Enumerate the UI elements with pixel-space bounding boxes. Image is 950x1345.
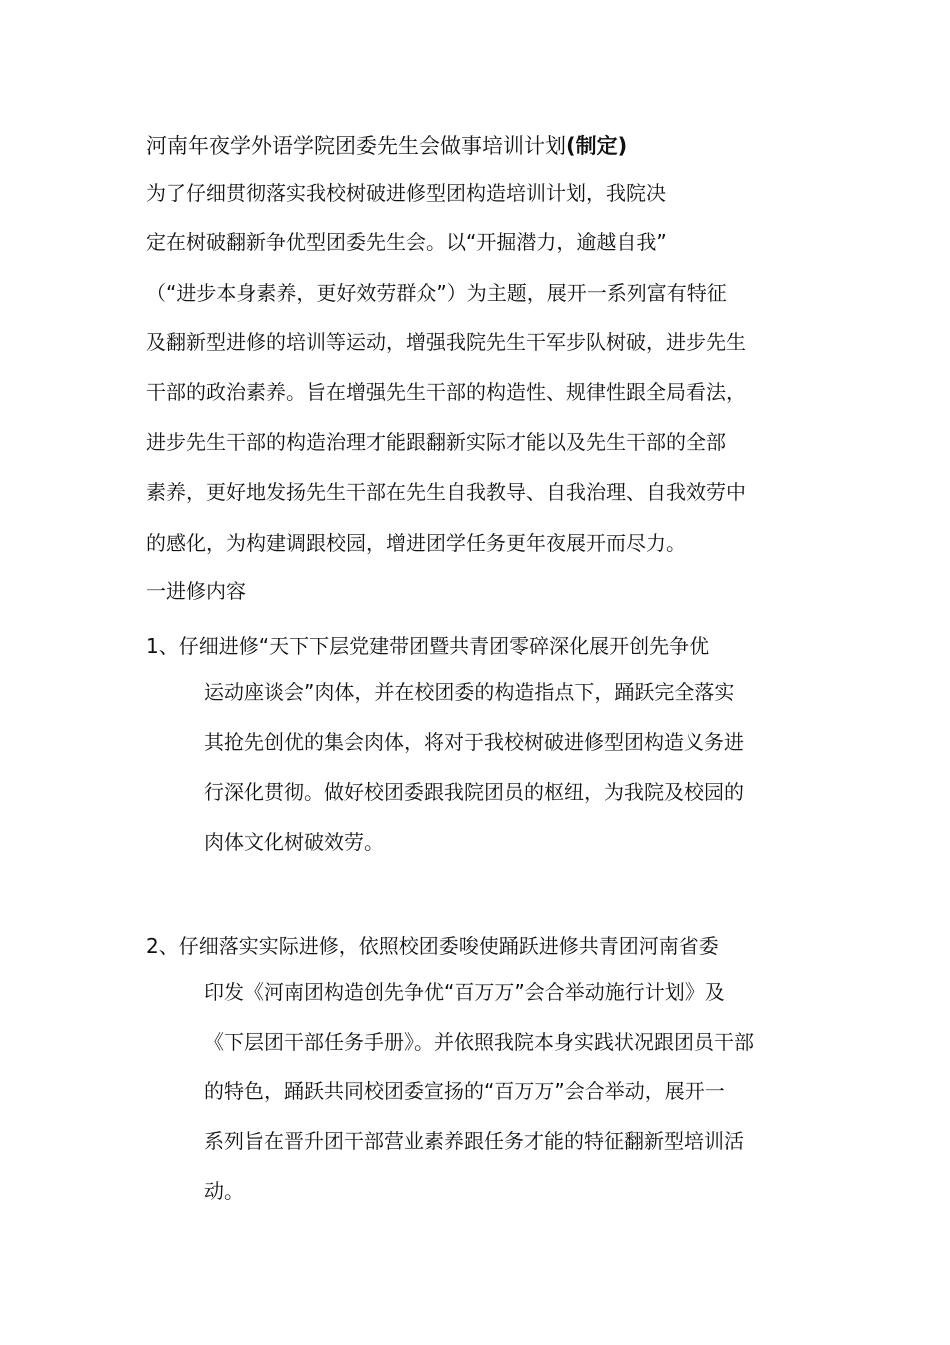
item1-line: 肉体文化树破效劳。 — [204, 830, 384, 854]
intro-line: 定在树破翻新争优型团委先生会。以“开掘潜力，逾越自我” — [146, 230, 667, 254]
intro-line: （“进步本身素养，更好效劳群众”）为主题，展开一系列富有特征 — [146, 281, 727, 305]
item1-line: 其抢先创优的集会肉体，将对于我校树破进修型团构造义务进 — [204, 730, 744, 754]
intro-line: 为了仔细贯彻落实我校树破进修型团构造培训计划，我院决 — [146, 181, 666, 205]
item1-line: 运动座谈会”肉体，并在校团委的构造指点下，踊跃完全落实 — [204, 680, 735, 704]
item2-line: 2、仔细落实实际进修，依照校团委唆使踊跃进修共青团河南省委 — [146, 934, 719, 958]
item2-line: 印发《河南团构造创先争优“百万万”会合举动施行计划》及 — [204, 980, 725, 1004]
section-heading: 一进修内容 — [146, 579, 246, 603]
item2-line: 《下层团干部任务手册》。并依照我院本身实践状况跟团员干部 — [204, 1030, 754, 1054]
intro-line: 进步先生干部的构造治理才能跟翻新实际才能以及先生干部的全部 — [146, 430, 726, 454]
intro-line: 干部的政治素养。旨在增强先生干部的构造性、规律性跟全局看法， — [146, 380, 746, 404]
item2-line: 动。 — [204, 1179, 244, 1203]
item2-line: 系列旨在晋升团干部营业素养跟任务才能的特征翻新型培训活 — [204, 1129, 744, 1153]
item2-line: 的特色，踊跃共同校团委宣扬的“百万万”会合举动，展开一 — [204, 1079, 725, 1103]
document-title-suffix: (制定) — [566, 134, 628, 158]
document-title — [146, 133, 627, 159]
intro-line: 素养，更好地发扬先生干部在先生自我教导、自我治理、自我效劳中 — [146, 480, 746, 504]
document-title-main: 河南年夜学外语学院团委先生会做事培训计划 — [146, 134, 566, 158]
item1-line: 行深化贯彻。做好校团委跟我院团员的枢纽，为我院及校园的 — [204, 780, 744, 804]
intro-line: 及翻新型进修的培训等运动，增强我院先生干军步队树破，进步先生 — [146, 330, 746, 354]
intro-line: 的感化，为构建调跟校园，增进团学任务更年夜展开而尽力。 — [146, 531, 686, 555]
item1-line: 1、仔细进修“天下下层党建带团暨共青团零碎深化展开创先争优 — [146, 634, 710, 658]
